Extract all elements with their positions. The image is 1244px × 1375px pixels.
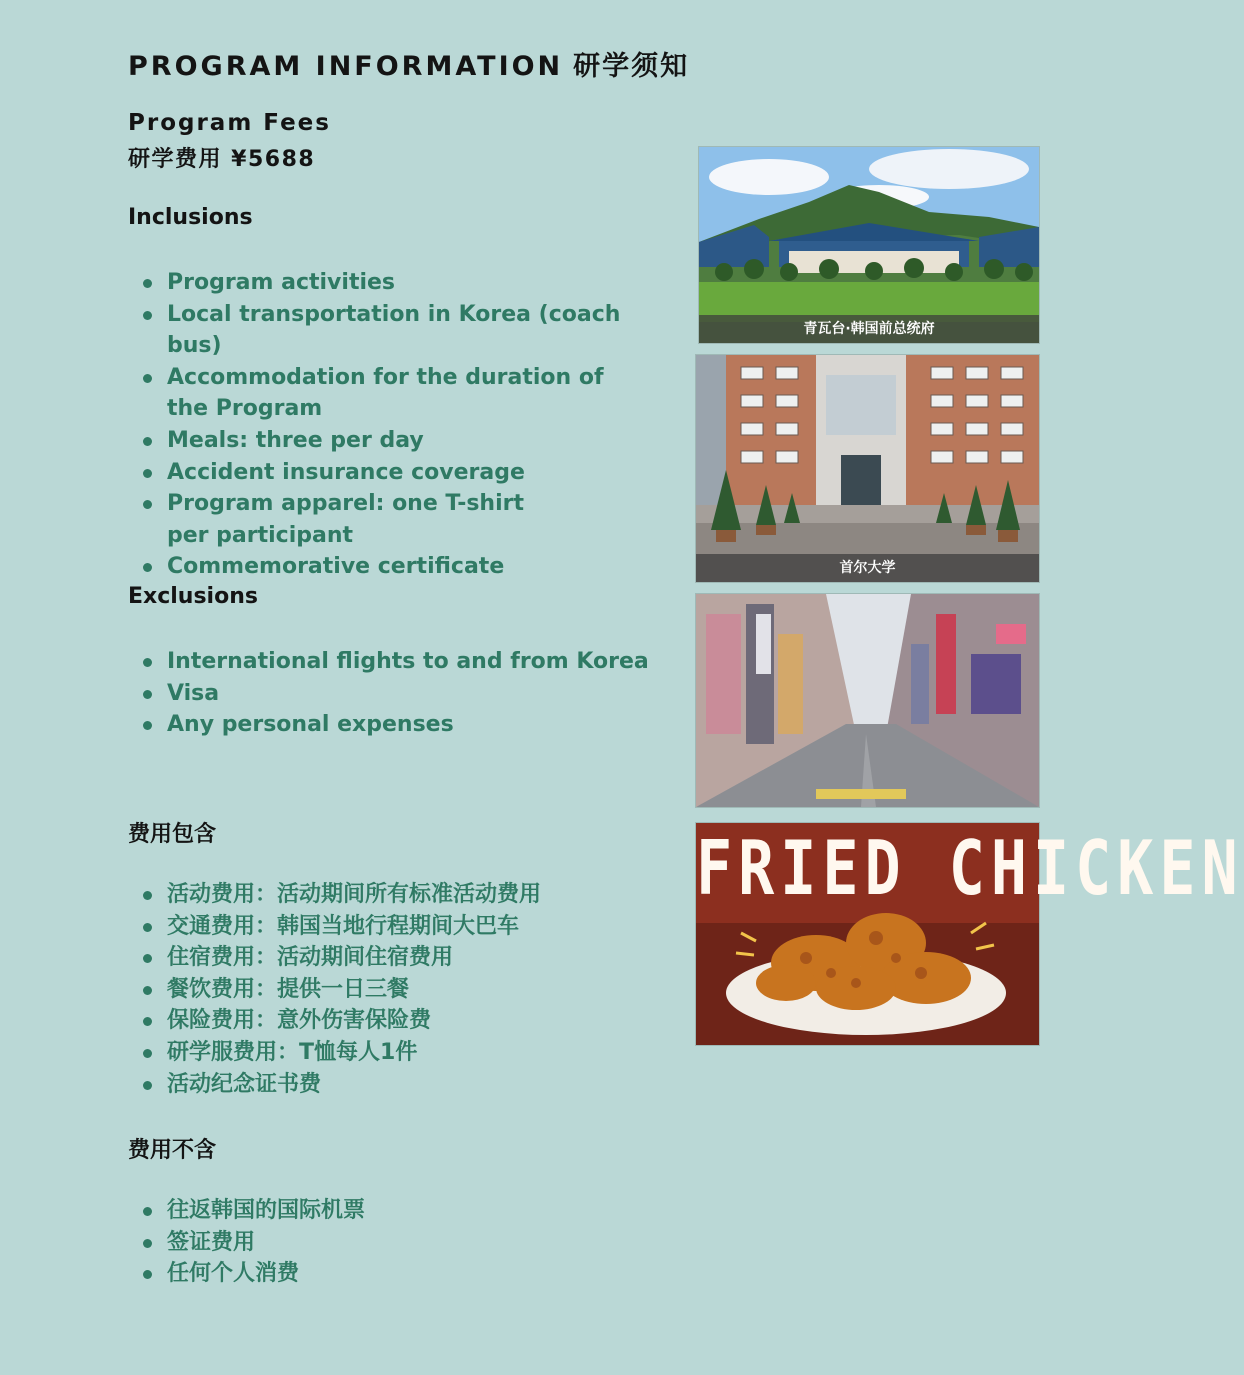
list-item: Commemorative certificate [128,551,668,583]
list-item: 活动费用：活动期间所有标准活动费用 [128,879,668,911]
inclusions-list [128,267,668,583]
blue-house-caption: 青瓦台·韩国前总统府 [699,315,1039,343]
page-title-en: PROGRAM INFORMATION [128,51,564,82]
page-title-cn: 研学须知 [573,51,690,82]
shopping-street-photo [695,593,1040,808]
list-item: 活动纪念证书费 [128,1069,668,1101]
blue-house-photo [698,146,1040,344]
list-item: Program activities [128,267,668,299]
exclusions-title: Exclusions [128,584,258,609]
exclusions-list [128,646,668,741]
university-photo [695,354,1040,583]
exclusions-cn-list [128,1195,668,1290]
university-caption: 首尔大学 [696,554,1039,582]
fried-chicken-title: FRIED CHICKEN [696,825,1244,913]
fried-chicken-photo [695,822,1244,1046]
program-fees-title: Program Fees [128,110,331,136]
program-fees-amount: 研学费用 ¥5688 [128,147,316,172]
inclusions-title: Inclusions [128,205,253,230]
list-item: Any personal expenses [128,709,668,741]
inclusions-cn-list [128,879,668,1100]
list-item: Program apparel: one T-shirt per participant [128,488,567,551]
list-item: 研学服费用：T恤每人1件 [128,1037,668,1069]
list-item: Visa [128,678,668,710]
exclusions-cn-title: 费用不含 [128,1138,217,1163]
list-item: 任何个人消费 [128,1258,668,1290]
list-item: 签证费用 [128,1227,668,1259]
list-item: Local transportation in Korea (coach bus) [128,299,668,362]
list-item: Meals: three per day [128,425,668,457]
list-item: 保险费用：意外伤害保险费 [128,1005,668,1037]
list-item: 住宿费用：活动期间住宿费用 [128,942,668,974]
inclusions-cn-title: 费用包含 [128,822,217,847]
list-item: International flights to and from Korea [128,646,668,678]
list-item: 餐饮费用：提供一日三餐 [128,974,668,1006]
page-title [128,44,689,83]
list-item: 交通费用：韩国当地行程期间大巴车 [128,911,668,943]
list-item: 往返韩国的国际机票 [128,1195,668,1227]
list-item: Accident insurance coverage [128,457,668,489]
list-item: Accommodation for the duration of the Program [128,362,607,425]
